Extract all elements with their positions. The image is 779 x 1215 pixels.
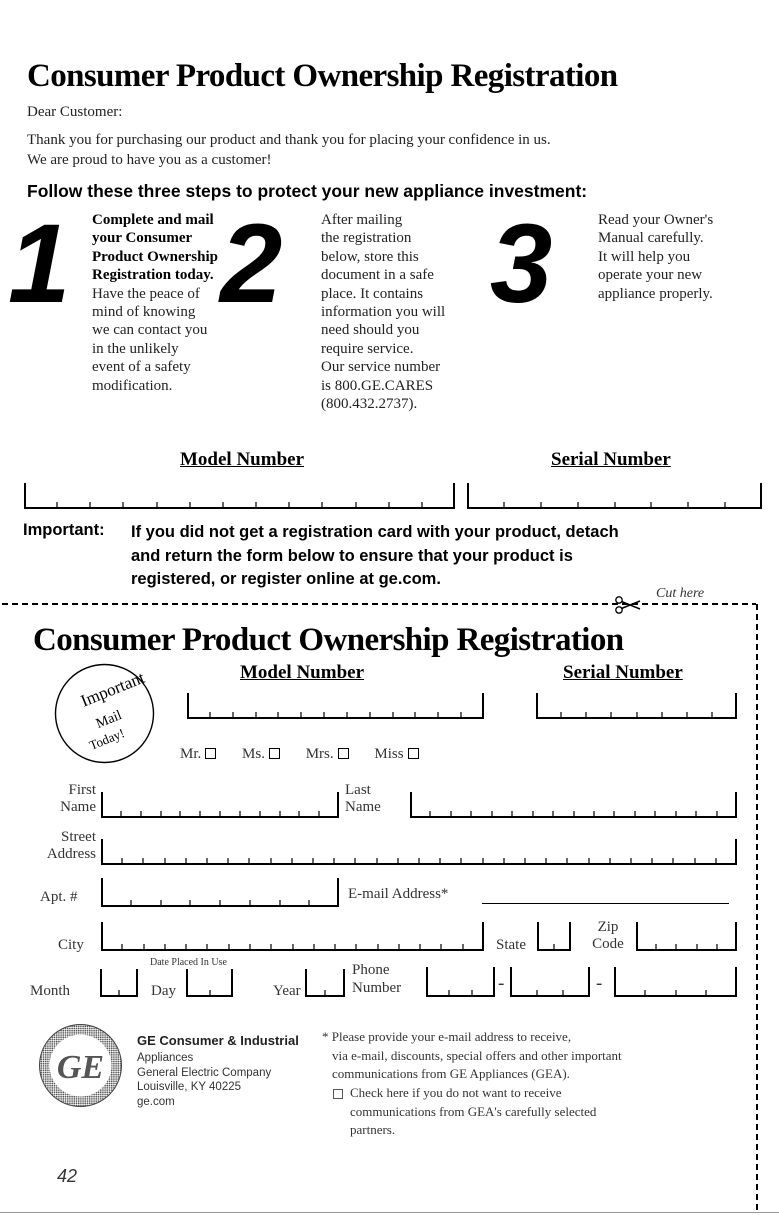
step-3-line: It will help you: [598, 248, 691, 265]
step-2-line: (800.432.2737).: [321, 396, 418, 413]
page-title: Consumer Product Ownership Registration: [27, 58, 618, 94]
last-name-field[interactable]: [410, 792, 737, 818]
zip-code-field[interactable]: [636, 922, 737, 951]
company-address-line: Appliances: [137, 1052, 194, 1064]
day-label: Day: [151, 983, 176, 999]
step-1-line: event of a safety: [92, 359, 191, 376]
title-miss-checkbox[interactable]: [408, 748, 419, 759]
step-1-line: Have the peace of: [92, 285, 200, 302]
title-mrs-label: Mrs.: [305, 746, 334, 762]
day-field[interactable]: [186, 969, 233, 997]
step-1-bold-line: your Consumer: [92, 230, 193, 247]
street-address-label-line: Street: [61, 829, 96, 845]
company-name: GE Consumer & Industrial: [137, 1033, 299, 1048]
step-1-number: 1: [8, 201, 71, 326]
company-web-link[interactable]: ge.com: [137, 1095, 175, 1108]
step-2-line: After mailing: [321, 212, 403, 228]
step-1-bold-line: Product Ownership: [92, 248, 218, 265]
first-name-label: [28, 782, 96, 816]
step-1-line: mind of knowing: [92, 304, 196, 321]
step-2-line: place. It contains: [321, 285, 424, 302]
step-2-line: below, store this: [321, 248, 419, 265]
city-field[interactable]: [101, 922, 484, 951]
steps-heading: Follow these three steps to protect your new appliance investment:: [27, 181, 588, 201]
email-label: E-mail Address*: [348, 886, 449, 902]
serial-number-field[interactable]: [467, 483, 762, 509]
step-1-line: in the unlikely: [92, 340, 179, 357]
form-serial-number-label: Serial Number: [563, 662, 683, 683]
phone-dash: -: [596, 973, 603, 994]
last-name-label: [345, 782, 381, 816]
step-2-line: need should you: [321, 322, 420, 339]
step-3-line: operate your new: [598, 267, 703, 284]
date-placed-label: Date Placed In Use: [150, 957, 227, 968]
zip-code-label-line: Code: [592, 936, 624, 952]
page-number: 42: [57, 1166, 78, 1186]
phone-number-label-line: Number: [352, 980, 402, 996]
phone-area-code-field[interactable]: [426, 967, 495, 997]
opt-out-note: [350, 1084, 596, 1140]
zip-code-label-line: Zip: [597, 919, 619, 935]
state-field[interactable]: [537, 922, 571, 951]
month-label: Month: [30, 983, 71, 999]
step-1-bold-line: Registration today.: [92, 267, 214, 284]
form-model-number-field[interactable]: [187, 693, 484, 719]
salutation-options: [180, 746, 419, 763]
street-address-label: [20, 829, 96, 863]
ge-monogram: GE: [56, 1049, 105, 1086]
step-1-bold-line: Complete and mail: [92, 212, 214, 228]
opt-out-checkbox[interactable]: [333, 1089, 343, 1099]
model-number-label: Model Number: [180, 449, 305, 470]
company-address-line: General Electric Company: [137, 1066, 272, 1079]
serial-number-label: Serial Number: [551, 449, 671, 470]
form-serial-number-field[interactable]: [536, 693, 737, 719]
first-name-label-line: Name: [60, 799, 96, 815]
email-field[interactable]: [482, 903, 729, 904]
step-1-text: [92, 211, 262, 395]
title-mr-label: Mr.: [180, 746, 202, 762]
model-number-field[interactable]: [24, 483, 455, 509]
state-label: State: [496, 937, 526, 953]
zip-code-label: [586, 919, 630, 953]
email-note-line: communications from GE Appliances (GEA).: [332, 1066, 570, 1081]
stamp-text-important: Important: [78, 667, 148, 711]
step-2-line: the registration: [321, 230, 412, 247]
step-3-text: [598, 211, 773, 303]
phone-prefix-field[interactable]: [510, 967, 590, 997]
greeting: Dear Customer:: [27, 104, 123, 120]
step-2-line: require service.: [321, 340, 414, 357]
title-mrs-checkbox[interactable]: [338, 748, 349, 759]
step-2-number: 2: [220, 201, 283, 326]
company-address: [137, 1051, 271, 1109]
ge-logo: [38, 1023, 123, 1108]
first-name-field[interactable]: [101, 792, 339, 818]
important-label: Important:: [23, 521, 105, 539]
last-name-label-line: Name: [345, 799, 381, 815]
form-title: Consumer Product Ownership Registration: [33, 622, 624, 658]
first-name-label-line: First: [68, 782, 96, 798]
opt-out-note-line: partners.: [350, 1122, 396, 1137]
month-field[interactable]: [100, 969, 138, 997]
email-note-line: * Please provide your e-mail address to receive,: [322, 1029, 572, 1044]
title-ms-checkbox[interactable]: [269, 748, 280, 759]
city-label: City: [58, 937, 84, 953]
year-label: Year: [273, 983, 301, 999]
opt-out-note-line: communications from GEA's carefully selected: [350, 1103, 597, 1119]
step-2-line: document in a safe: [321, 267, 434, 284]
opt-out-note-line: Check here if you do not want to receive: [350, 1085, 562, 1100]
phone-number-label: [352, 961, 401, 997]
title-ms-label: Ms.: [242, 746, 265, 762]
step-3-line: appliance properly.: [598, 285, 713, 302]
cut-here-label: Cut here: [656, 586, 705, 601]
important-line: and return the form below to ensure that your product is: [131, 546, 573, 565]
step-2-text: [321, 211, 511, 413]
important-line: registered, or register online at ge.com.: [131, 570, 441, 588]
step-2-line: Our service number: [321, 359, 441, 376]
step-1-line: we can contact you: [92, 322, 208, 339]
step-1-line: modification.: [92, 377, 173, 394]
important-text: [131, 521, 619, 592]
intro-line-1: Thank you for purchasing our product and thank you for placing your confidence in us.: [27, 132, 551, 148]
step-2-line: is 800.GE.CARES: [321, 377, 434, 394]
form-model-number-label: Model Number: [240, 662, 365, 683]
stamp-text-today: Today!: [87, 725, 127, 753]
phone-line-field[interactable]: [614, 967, 737, 997]
apt-label: Apt. #: [40, 889, 78, 905]
street-address-field[interactable]: [101, 839, 737, 865]
email-note: [322, 1028, 622, 1084]
email-note-line: via e-mail, discounts, special offers and other important: [332, 1047, 622, 1063]
intro-line-2: We are proud to have you as a customer!: [27, 152, 272, 168]
year-field[interactable]: [305, 969, 345, 997]
step-3-number: 3: [490, 201, 553, 326]
step-2-line: information you will: [321, 304, 446, 321]
page-bottom-border: [0, 1212, 779, 1213]
street-address-label-line: Address: [46, 846, 96, 862]
important-line: If you did not get a registration card with your product, detach: [131, 523, 619, 541]
apt-field[interactable]: [101, 878, 339, 907]
step-3-line: Manual carefully.: [598, 230, 704, 247]
title-miss-label: Miss: [374, 746, 404, 762]
stamp-text-mail: Mail: [94, 708, 125, 732]
title-mr-checkbox[interactable]: [205, 748, 216, 759]
company-address-line: Louisville, KY 40225: [137, 1081, 241, 1093]
step-3-line: Read your Owner's: [598, 212, 714, 228]
last-name-label-line: Last: [345, 782, 371, 798]
phone-number-label-line: Phone: [352, 962, 390, 978]
scissors-icon: [613, 594, 643, 616]
phone-dash: -: [498, 973, 505, 994]
